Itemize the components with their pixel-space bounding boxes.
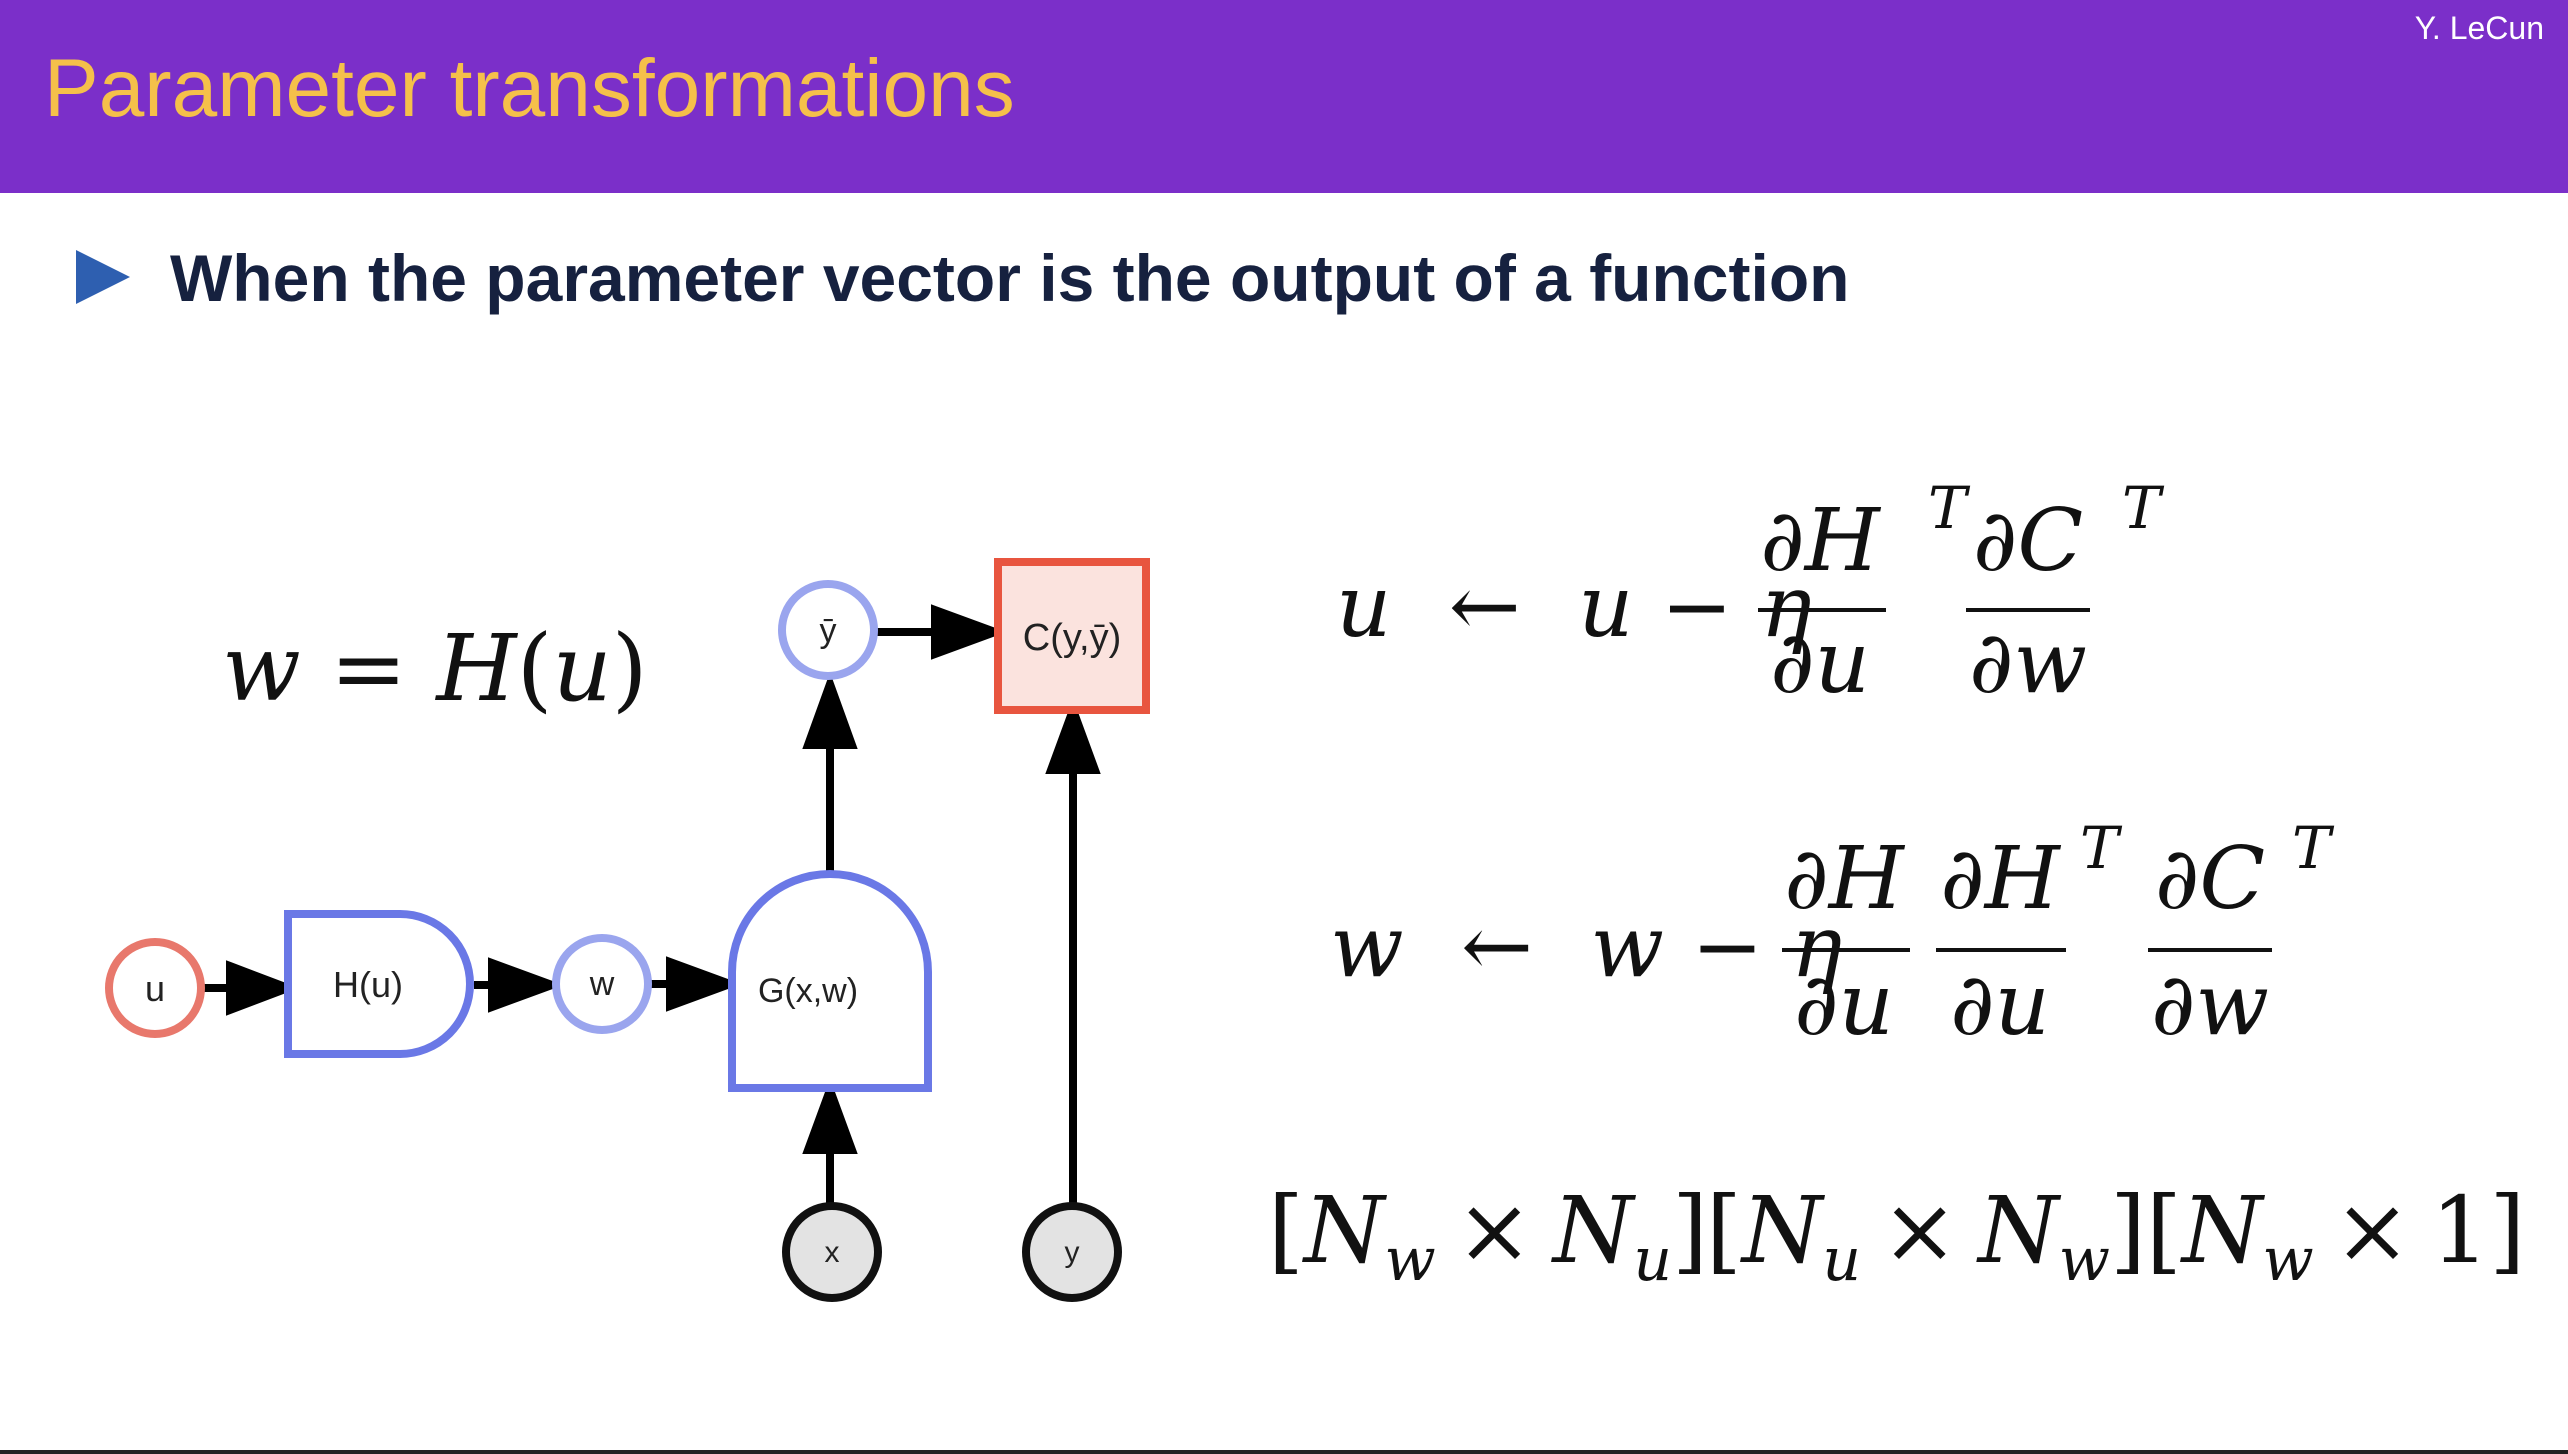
svg-text:T: T (2292, 814, 2331, 882)
svg-text:C(y,ȳ): C(y,ȳ) (1022, 617, 1122, 659)
svg-text:T: T (2122, 474, 2161, 542)
dims-3: [Nw × 1] (2146, 1177, 2526, 1295)
svg-text:T: T (2080, 814, 2119, 882)
arrowhead-g-ybar (808, 684, 852, 745)
dims-2: [Nu × Nw] (1706, 1177, 2146, 1295)
arrowhead-y-cost (1051, 710, 1095, 770)
svg-text:∂H: ∂H (1784, 829, 1904, 929)
module-cost (998, 562, 1146, 710)
svg-text:H(u): H(u) (333, 964, 403, 1005)
arrowhead-ybar-cost (935, 610, 995, 654)
node-u (109, 942, 201, 1034)
node-ybar (782, 584, 874, 676)
formula-u-update (1336, 474, 2165, 713)
svg-text:u ← u − η: u ← u − η (1336, 557, 1812, 657)
arrowhead-h-w (492, 963, 552, 1007)
svg-text:∂u: ∂u (1794, 955, 1894, 1055)
svg-text:u: u (144, 968, 166, 1009)
svg-text:w: w (589, 965, 615, 1003)
arrowhead-x-g (808, 1090, 852, 1150)
svg-text:∂u: ∂u (1770, 613, 1870, 713)
svg-text:∂C: ∂C (2154, 829, 2266, 929)
arrowhead-w-g (670, 962, 730, 1006)
module-g (732, 874, 928, 1088)
svg-text:y: y (1064, 1236, 1080, 1269)
node-w (556, 938, 648, 1030)
formula-dimensions (1268, 1177, 2525, 1295)
svg-text:∂H: ∂H (1940, 829, 2060, 929)
svg-text:w ← w − η: w ← w − η (1330, 897, 1843, 997)
svg-text:T: T (1928, 474, 1967, 542)
svg-text:∂w: ∂w (2150, 955, 2270, 1055)
bullet-text: When the parameter vector is the output of a function (170, 241, 1850, 315)
node-x (786, 1206, 878, 1298)
dims-1: [Nw × Nu] (1268, 1177, 1708, 1295)
svg-text:∂H: ∂H (1760, 491, 1880, 591)
module-h (288, 914, 470, 1054)
arrowhead-u-h (230, 966, 288, 1010)
svg-text:∂C: ∂C (1972, 491, 2084, 591)
formula-w-update (1330, 814, 2335, 1055)
author-label: Y. LeCun (2414, 10, 2544, 46)
node-y (1026, 1206, 1118, 1298)
slide-bottom-border (0, 1450, 2568, 1454)
svg-text:∂u: ∂u (1950, 955, 2050, 1055)
slide-title: Parameter transformations (44, 43, 1015, 134)
svg-text:G(x,w): G(x,w) (757, 972, 859, 1010)
svg-text:x: x (824, 1236, 840, 1269)
svg-text:ȳ: ȳ (819, 612, 837, 650)
svg-text:∂w: ∂w (1968, 613, 2088, 713)
equation-w-equals-h: w = H(u) w = H(u) (222, 615, 648, 722)
